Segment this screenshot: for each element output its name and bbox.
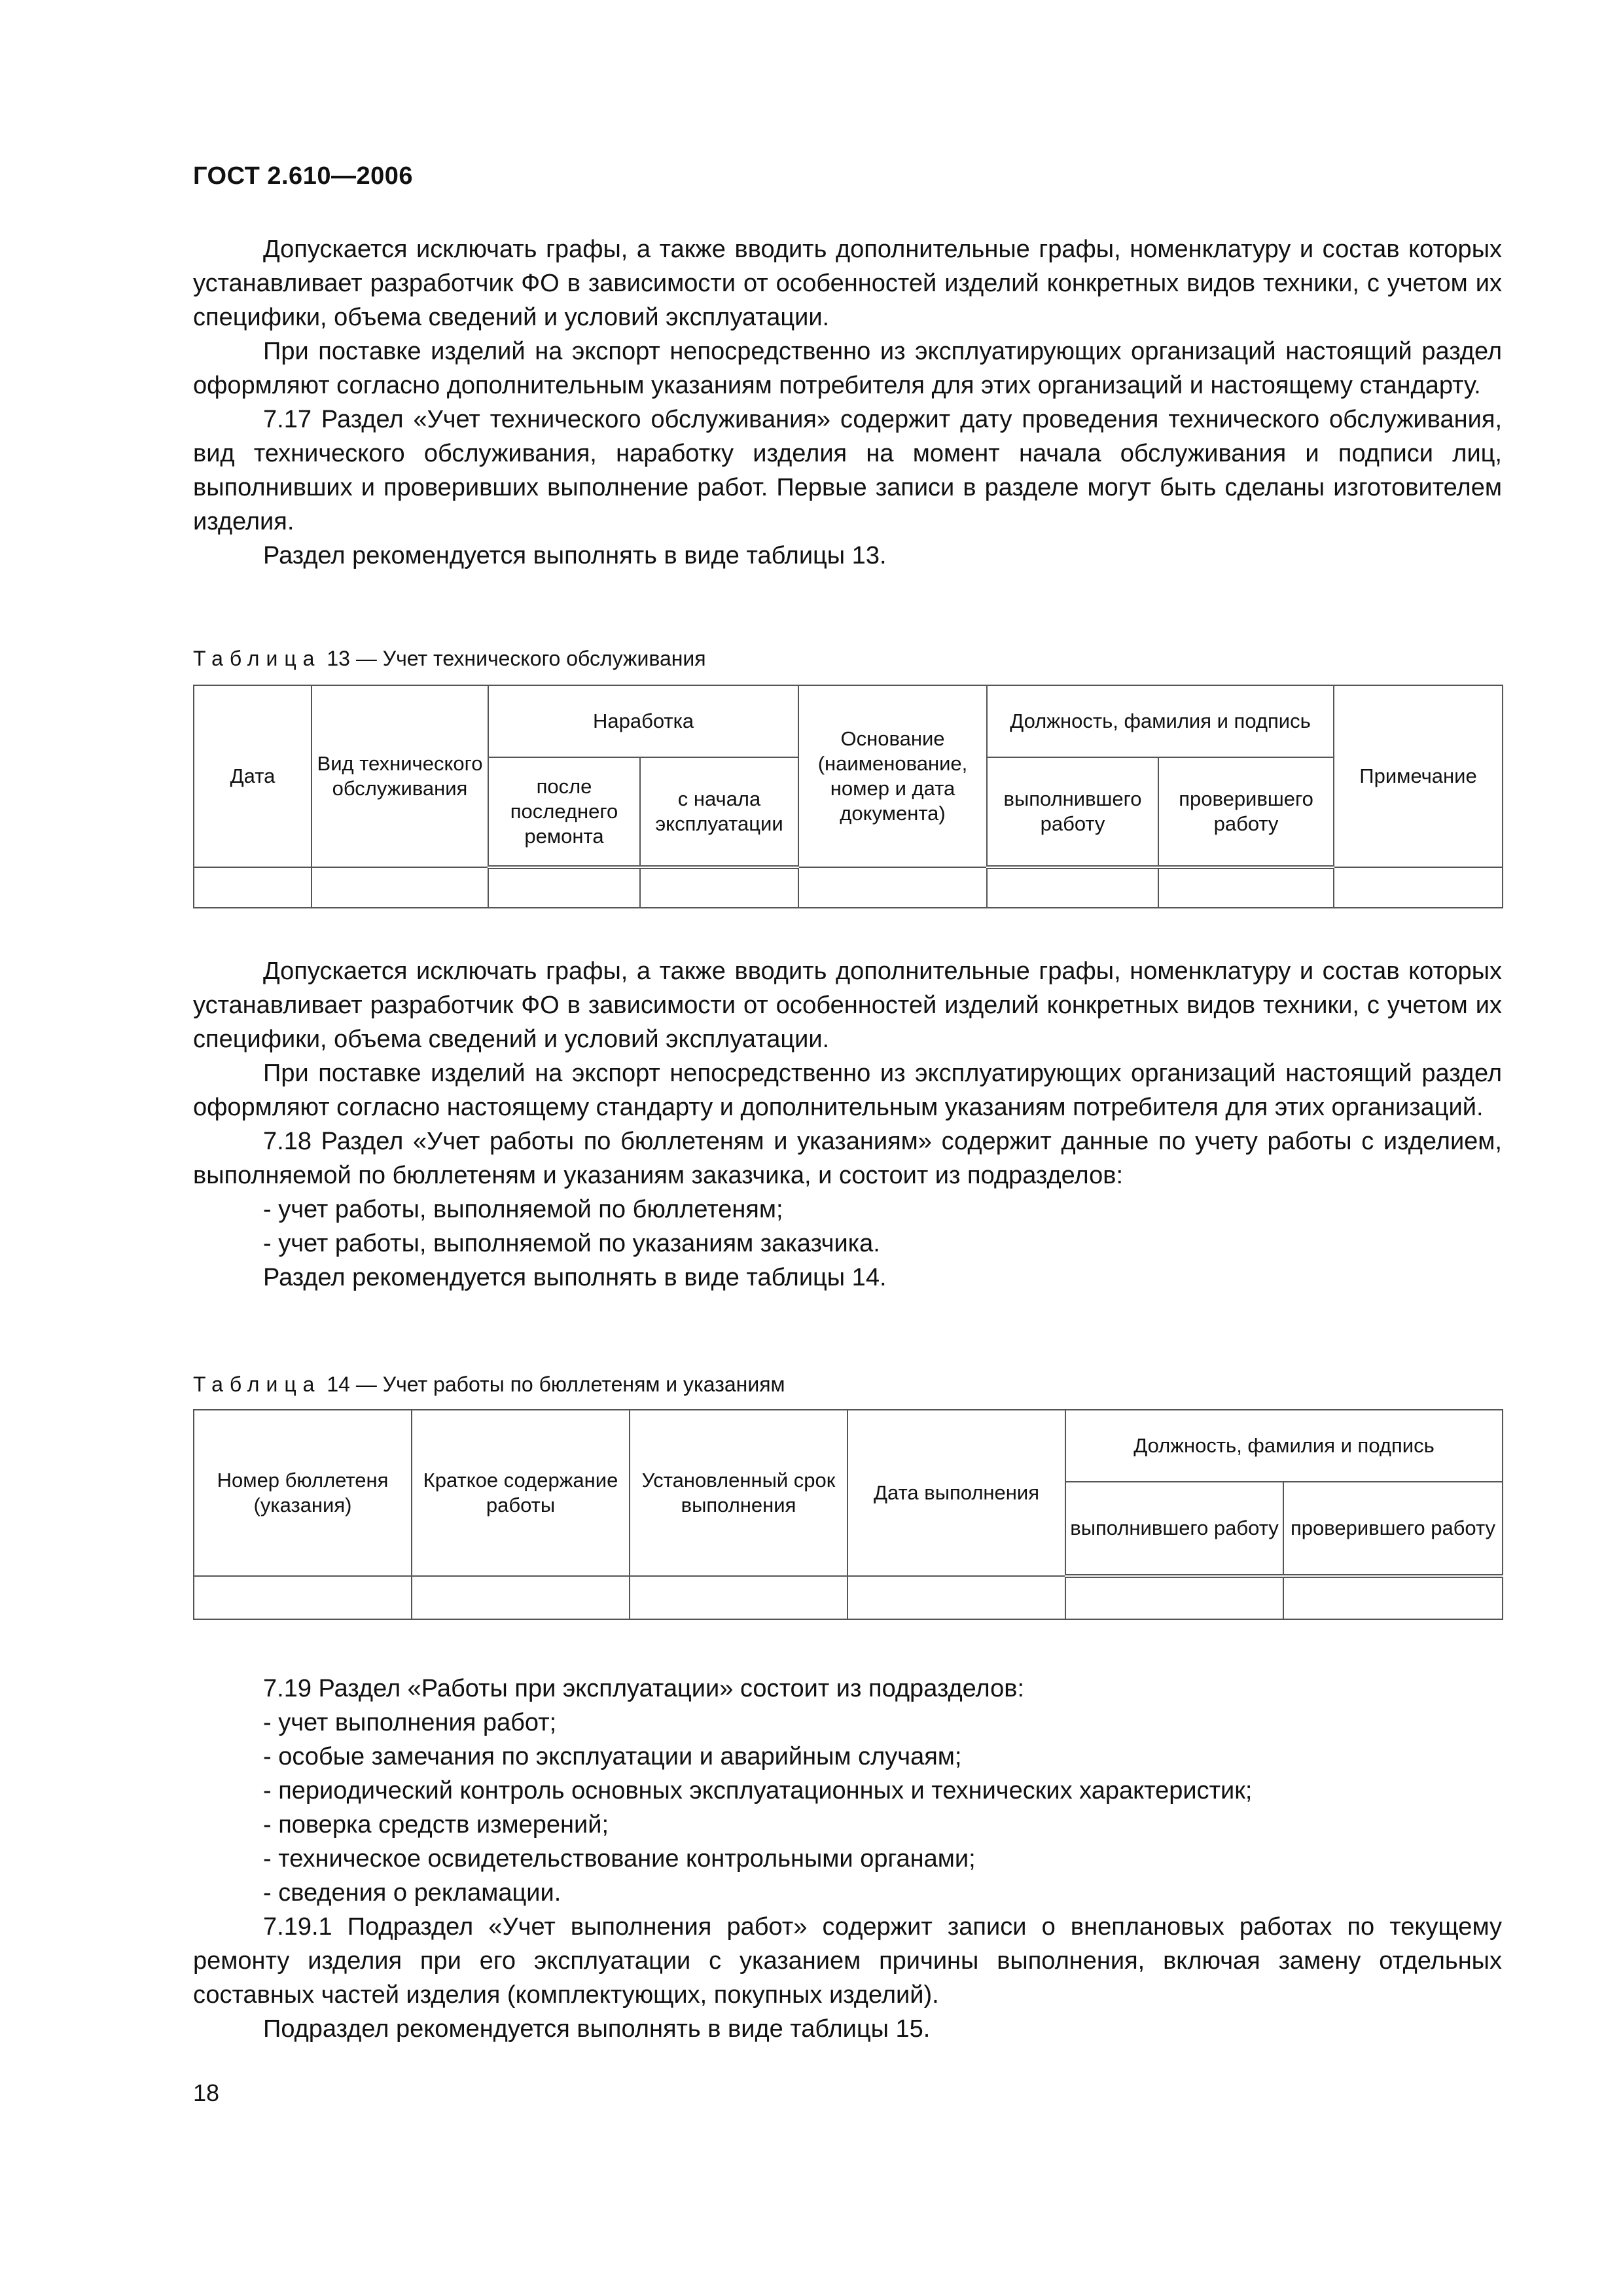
paragraph: Подраздел рекомендуется выполнять в виде таблицы 15. [263,2015,931,2043]
empty-cell [412,1576,630,1619]
empty-cell [987,867,1158,908]
empty-cell [640,867,798,908]
header-position: Должность, фамилия и подпись [1065,1410,1503,1482]
empty-cell [488,867,640,908]
list-item: - учет выполнения работ; [263,1709,557,1736]
list-item: - учет работы, выполняемой по бюллетеням; [263,1196,783,1223]
list-item: - техническое освидетельствование контрольными органами; [263,1845,976,1873]
table-row [194,867,1503,908]
table13 [193,685,1502,908]
header-position: Должность, фамилия и подпись [987,685,1334,757]
table14 [193,1409,1502,1620]
empty-cell [847,1576,1065,1619]
header-since-start: с начала эксплуатации [640,757,798,867]
table13-caption [193,645,1502,672]
paragraph: Допускается исключать графы, а также вводить дополнительные графы, номенклатуру и состав которых устанавливает разработчик ФО в зависимости от особенностей изделий конкретных видов техники, с учетом их специфики, объема сведений и условий эксплуатации. [193,236,1502,331]
header-performed: выполнившего работу [1065,1482,1283,1576]
header-runtime: Наработка [488,685,798,757]
paragraph: 7.17 Раздел «Учет технического обслуживания» содержит дату проведения технического обслуживания, вид технического обслуживания, наработку изделия на момент начала обслуживания и подписи лиц, выполнивших и проверивших выполнение работ. Первые записи в разделе могут быть сделаны изготовителем изделия. [193,406,1502,535]
header-deadline: Установленный срок выполнения [630,1410,847,1576]
empty-cell [1158,867,1334,908]
list-item: - сведения о рекламации. [263,1879,562,1907]
page-number: 18 [193,2079,220,2106]
caption-word: Таблица [193,647,321,670]
empty-cell [630,1576,847,1619]
empty-cell [1283,1576,1503,1619]
list-item: - поверка средств измерений; [263,1811,609,1839]
header-after-repair: после последнего ремонта [488,757,640,867]
header-checked: проверившего работу [1158,757,1334,867]
paragraph: 7.18 Раздел «Учет работы по бюллетеням и указаниям» содержит данные по учету работы с изделием, выполняемой по бюллетеням и указаниям заказчика, и состоит из подразделов: [193,1128,1502,1189]
paragraph: Раздел рекомендуется выполнять в виде таблицы 14. [263,1264,887,1291]
paragraph: 7.19 Раздел «Работы при эксплуатации» состоит из подразделов: [263,1675,1025,1702]
text-block-2 [193,954,1502,1295]
header-performed: выполнившего работу [987,757,1158,867]
caption-text: 13 — Учет технического обслуживания [327,647,706,670]
header-note: Примечание [1334,685,1503,867]
header-done-date: Дата выполнения [847,1410,1065,1576]
list-item: - периодический контроль основных эксплуатационных и технических характеристик; [263,1777,1253,1804]
list-item: - особые замечания по эксплуатации и аварийным случаям; [263,1743,962,1770]
list-item: - учет работы, выполняемой по указаниям заказчика. [263,1230,880,1257]
empty-cell [194,1576,412,1619]
header-basis: Основание (наименование, номер и дата документа) [798,685,987,867]
header-checked: проверившего работу [1283,1482,1503,1576]
empty-cell [194,867,312,908]
header-summary: Краткое содержание работы [412,1410,630,1576]
caption-text: 14 — Учет работы по бюллетеням и указаниям [327,1372,785,1396]
header-bulletin: Номер бюллетеня (указания) [194,1410,412,1576]
table14-caption [193,1371,1502,1397]
empty-cell [1065,1576,1283,1619]
empty-cell [798,867,987,908]
paragraph: Допускается исключать графы, а также вводить дополнительные графы, номенклатуру и состав которых устанавливает разработчик ФО в зависимости от особенностей изделий конкретных видов техники, с учетом их специфики, объема сведений и условий эксплуатации. [193,958,1502,1053]
header-date: Дата [194,685,312,867]
text-block-1 [193,232,1502,573]
table-row [194,1576,1503,1619]
paragraph: При поставке изделий на экспорт непосредственно из эксплуатирующих организаций настоящий раздел оформляют согласно дополнительным указаниям потребителя для этих организаций и настоящему стандарту. [193,338,1502,399]
standard-header: ГОСТ 2.610—2006 [193,162,413,190]
paragraph: При поставке изделий на экспорт непосредственно из эксплуатирующих организаций настоящий раздел оформляют согласно настоящему стандарту и дополнительным указаниям потребителя для этих организаций. [193,1060,1502,1121]
caption-word: Таблица [193,1372,321,1396]
header-kind: Вид технического обслуживания [312,685,488,867]
paragraph: Раздел рекомендуется выполнять в виде таблицы 13. [263,542,887,569]
empty-cell [312,867,488,908]
paragraph: 7.19.1 Подраздел «Учет выполнения работ» содержит записи о внеплановых работах по текущему ремонту изделия при его эксплуатации с указанием причины выполнения, включая замену отдельных составных частей изделия (комплектующих, покупных изделий). [193,1913,1502,2009]
text-block-3 [193,1672,1502,2046]
empty-cell [1334,867,1503,908]
